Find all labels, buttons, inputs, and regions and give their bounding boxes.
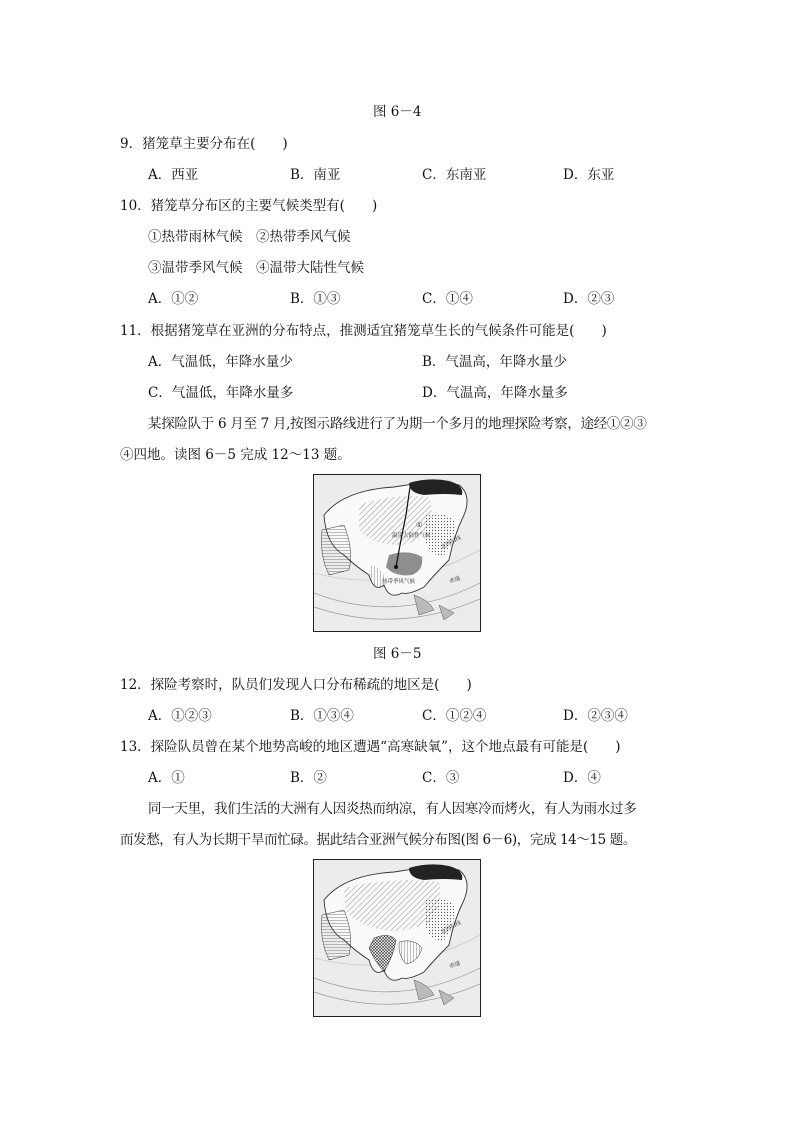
q9-option-d[interactable]: D．东亚	[563, 167, 615, 183]
passage1-line1: 某探险队于 6 月至 7 月,按图示路线进行了为期一个多月的地理探险考察，途经①②③	[148, 416, 647, 432]
asia-climate-map	[313, 859, 481, 1017]
map2-label-equator: 赤道	[448, 960, 462, 970]
q9-option-c[interactable]: C．东南亚	[422, 167, 487, 183]
figure-6-5-caption: 图 6－5	[373, 646, 422, 662]
passage2-line1: 同一天里，我们生活的大洲有人因炎热而纳凉，有人因寒冷而烤火，有人为雨水过多	[148, 801, 637, 817]
q10-choices-line1: ①热带雨林气候 ②热带季风气候	[148, 229, 351, 245]
asia-route-map	[313, 474, 481, 632]
q12-option-a[interactable]: A．①②③	[148, 708, 212, 724]
q12-stem: 12．探险考察时，队员们发现人口分布稀疏的地区是( )	[120, 677, 472, 693]
asia-route-map-graphic	[314, 475, 480, 631]
q9-option-a[interactable]: A．西亚	[148, 167, 199, 183]
q10-option-d[interactable]: D．②③	[563, 291, 615, 307]
q13-option-a[interactable]: A．①	[148, 770, 185, 786]
q12-option-d[interactable]: D．②③④	[563, 708, 628, 724]
q13-stem: 13．探险队员曾在某个地势高峻的地区遭遇“高寒缺氧”，这个地点最有可能是( )	[120, 739, 621, 755]
map1-label-equator: 赤道	[448, 575, 462, 585]
q11-option-c[interactable]: C．气温低，年降水量多	[148, 385, 294, 401]
map1-label-tropical-monsoon: 热带季风气候	[382, 579, 416, 585]
passage2-line2: 而发愁，有人为长期干旱而忙碌。据此结合亚洲气候分布图(图 6－6)，完成 14～15 题。	[120, 832, 636, 848]
q10-stem: 10．猪笼草分布区的主要气候类型有( )	[120, 198, 378, 214]
q11-option-a[interactable]: A．气温低，年降水量少	[148, 354, 293, 370]
map2-label-tropic-line: 北回归线	[440, 920, 463, 936]
q11-stem: 11．根据猪笼草在亚洲的分布特点，推测适宜猪笼草生长的气候条件可能是( )	[120, 323, 607, 339]
q13-option-c[interactable]: C．③	[422, 770, 460, 786]
q9-option-b[interactable]: B．南亚	[290, 167, 341, 183]
q10-option-c[interactable]: C．①④	[422, 291, 473, 307]
map1-label-temperate-continental: 温带大陆性气候	[392, 533, 431, 539]
q10-option-a[interactable]: A．①②	[148, 291, 199, 307]
q11-option-d[interactable]: D．气温高，年降水量多	[422, 385, 568, 401]
q11-option-b[interactable]: B．气温高，年降水量少	[422, 354, 567, 370]
q10-choices-line2: ③温带季风气候 ④温带大陆性气候	[148, 260, 364, 276]
asia-climate-map-graphic	[314, 860, 480, 1016]
q9-stem: 9．猪笼草主要分布在( )	[120, 136, 288, 152]
q13-option-d[interactable]: D．④	[563, 770, 601, 786]
q12-option-b[interactable]: B．①③④	[290, 708, 354, 724]
q12-option-c[interactable]: C．①②④	[422, 708, 487, 724]
figure-6-4-caption: 图 6－4	[373, 104, 422, 120]
passage1-line2: ④四地。读图 6－5 完成 12～13 题。	[120, 447, 351, 463]
q13-option-b[interactable]: B．②	[290, 770, 327, 786]
map1-label-tropic-line: 北回归线	[440, 535, 463, 551]
q10-option-b[interactable]: B．①③	[290, 291, 341, 307]
map1-mark-1: ①	[416, 521, 423, 529]
